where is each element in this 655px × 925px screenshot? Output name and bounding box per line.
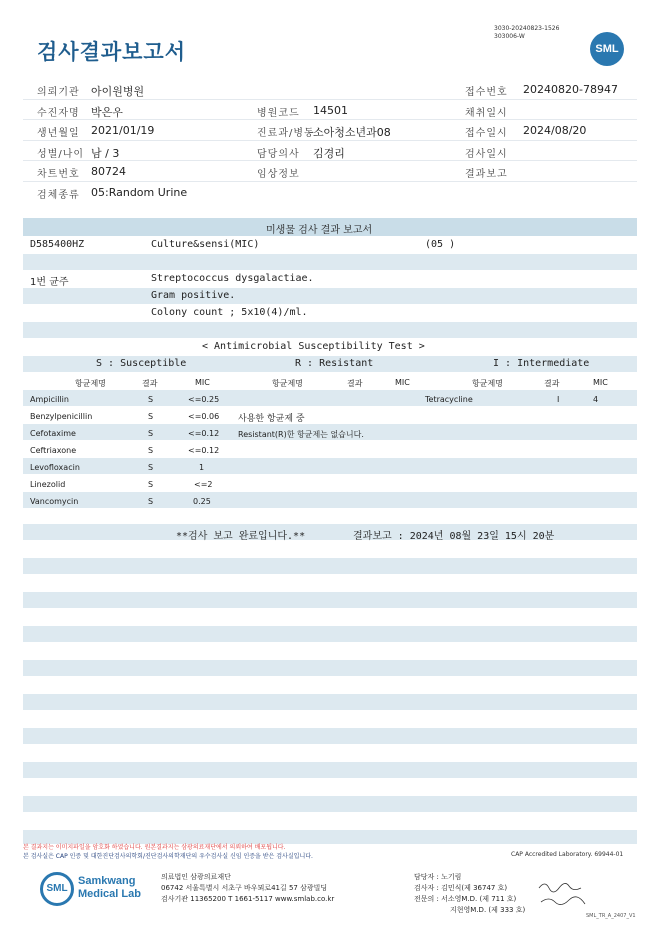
document-id-line-2: 303006-W: [494, 33, 525, 40]
dept-label: 진료과/병동: [257, 128, 315, 140]
ast-mic: <=0.12: [188, 429, 220, 438]
institution-value: 아이원병원: [91, 85, 145, 98]
tested-label: 검사일시: [465, 148, 508, 160]
form-code: SML_TR_A_2407_V1: [586, 913, 636, 919]
ast-result: S: [148, 497, 154, 506]
staff-specialist-1: 전문의 : 서소영M.D. (제 711 호): [414, 895, 517, 903]
footer-note-accreditation: 본 검사실은 CAP 인증 및 대한진단검사의학회/진단검사의학재단의 우수검사실 신임 인증을 받은 검사실입니다.: [23, 853, 313, 860]
patient-value: 박은우: [91, 105, 123, 119]
ast-result: S: [148, 412, 154, 421]
test-code: D585400HZ: [30, 239, 85, 250]
note-used: 사용한 항균제 중: [238, 414, 305, 424]
note-resistant: Resistant(R)한 항균제는 없습니다.: [238, 430, 364, 439]
staff-specialist-2: 지현영M.D. (제 333 호): [450, 906, 526, 914]
ast-mic: 4: [593, 395, 599, 404]
report-complete: **검사 보고 완료입니다.**: [176, 531, 306, 542]
org-contact: 검사기관 11365200 T 1661-5117 www.smlab.co.kr: [161, 895, 335, 903]
document-id-line-1: 3030-20240823-1526: [494, 25, 560, 32]
ast-title: < Antimicrobial Susceptibility Test >: [202, 341, 425, 352]
col-drug-header: 항균제명: [75, 379, 106, 388]
col-mic-header: MIC: [395, 378, 410, 387]
col-mic-header: MIC: [593, 378, 608, 387]
brand-line-2: Medical Lab: [78, 888, 141, 900]
document-id: [494, 25, 559, 41]
received-label: 접수일시: [465, 128, 508, 140]
ast-mic: 1: [199, 463, 205, 472]
colony-count: Colony count ; 5x10(4)/ml.: [151, 307, 308, 318]
sml-ring-icon: SML: [40, 872, 74, 906]
organism-name: Streptococcus dysgalactiae.: [151, 273, 314, 284]
ast-result: S: [148, 395, 154, 404]
col-result-header: 결과: [347, 379, 363, 388]
hospital-code-value: 14501: [313, 103, 348, 117]
info-row: [23, 141, 637, 162]
info-row: [23, 120, 637, 141]
col-drug-header: 항균제명: [472, 379, 503, 388]
chart-label: 차트번호: [37, 169, 80, 181]
col-mic-header: MIC: [195, 378, 210, 387]
reported-label: 결과보고: [465, 169, 508, 181]
org-address: 06742 서울특별시 서초구 바우뫼로41길 57 삼광빌딩: [161, 884, 328, 892]
legend-intermediate: I : Intermediate: [493, 358, 590, 369]
row-band: [23, 458, 637, 474]
legend-resistant: R : Resistant: [295, 358, 374, 369]
cap-accreditation: CAP Accredited Laboratory. 69944-01: [511, 851, 624, 858]
patient-info-table: [23, 79, 637, 203]
report-time: 결과보고 : 2024년 08월 23일 15시 20분: [353, 531, 555, 542]
row-band: [23, 796, 637, 812]
row-band: [23, 288, 637, 304]
row-band: [23, 762, 637, 778]
col-drug-header: 항균제명: [272, 379, 303, 388]
signature-image: [535, 878, 595, 914]
legend-susceptible: S : Susceptible: [96, 358, 187, 369]
ast-result: S: [148, 480, 154, 489]
ast-drug: Vancomycin: [30, 497, 79, 506]
chart-value: 80724: [91, 165, 126, 179]
sml-logo-icon: SML: [590, 32, 624, 66]
row-band: [23, 694, 637, 710]
info-row: [23, 182, 637, 203]
brand-line-1: Samkwang: [78, 875, 136, 887]
ast-mic: <=0.25: [188, 395, 220, 404]
row-band: [23, 592, 637, 608]
ast-mic: <=2: [194, 480, 213, 489]
ast-drug: Benzylpenicillin: [30, 412, 93, 421]
staff-tester: 검사자 : 김민식(제 36747 호): [414, 884, 508, 892]
ast-drug: Cefotaxime: [30, 429, 76, 438]
row-band: [23, 626, 637, 642]
ast-result: I: [557, 395, 560, 404]
micro-section-title: 미생물 검사 결과 보고서: [266, 225, 373, 236]
ast-drug: Tetracycline: [425, 395, 473, 404]
report-title: 검사결과보고서: [37, 40, 187, 64]
col-result-header: 결과: [544, 379, 560, 388]
row-band: [23, 390, 637, 406]
specimen-label: 검체종류: [37, 189, 80, 201]
ast-result: S: [148, 429, 154, 438]
dept-value: 소아청소년과08: [313, 126, 391, 140]
dob-label: 생년월일: [37, 128, 80, 140]
clinical-label: 임상정보: [257, 169, 300, 181]
ast-drug: Ampicillin: [30, 395, 69, 404]
ast-mic: 0.25: [193, 497, 211, 506]
info-row: [23, 79, 637, 100]
test-name: Culture&sensi(MIC): [151, 239, 260, 250]
ast-mic: <=0.06: [188, 412, 220, 421]
row-band: [23, 728, 637, 744]
brand-name: [78, 875, 141, 901]
test-count: (05 ): [425, 239, 456, 250]
receipt-no-value: 20240820-78947: [523, 83, 618, 96]
dob-value: 2021/01/19: [91, 124, 155, 138]
row-band: [23, 492, 637, 508]
row-band: [23, 660, 637, 676]
collected-label: 채취일시: [465, 107, 508, 119]
patient-label: 수진자명: [37, 107, 80, 119]
ast-drug: Linezolid: [30, 480, 66, 489]
received-value: 2024/08/20: [523, 124, 587, 138]
gram-stain: Gram positive.: [151, 290, 236, 301]
col-result-header: 결과: [142, 379, 158, 388]
footer-note-encryption: 본 결과지는 이미지파일을 암호화 하였습니다. 원본결과지는 삼광의료재단에서 의뢰하여 배포됩니다.: [23, 844, 286, 851]
specimen-value: 05:Random Urine: [91, 185, 188, 199]
institution-label: 의뢰기관: [37, 87, 80, 98]
info-row: [23, 161, 637, 182]
doctor-value: 김경리: [313, 146, 345, 160]
staff-manager: 담당자 : 노기림: [414, 873, 462, 881]
sex-age-value: 남 / 3: [91, 146, 120, 160]
row-band: [23, 322, 637, 338]
row-band: [23, 558, 637, 574]
ast-drug: Ceftriaxone: [30, 446, 77, 455]
receipt-no-label: 접수번호: [465, 87, 508, 98]
sex-age-label: 성별/나이: [37, 148, 85, 160]
ast-drug: Levofloxacin: [30, 463, 80, 472]
row-band: [23, 254, 637, 270]
doctor-label: 담당의사: [257, 148, 300, 160]
ast-result: S: [148, 446, 154, 455]
ast-mic: <=0.12: [188, 446, 220, 455]
org-name: 의료법인 삼광의료재단: [161, 873, 231, 881]
ast-result: S: [148, 463, 154, 472]
hospital-code-label: 병원코드: [257, 107, 300, 119]
organism-label: 1번 균주: [30, 277, 69, 288]
info-row: [23, 100, 637, 121]
